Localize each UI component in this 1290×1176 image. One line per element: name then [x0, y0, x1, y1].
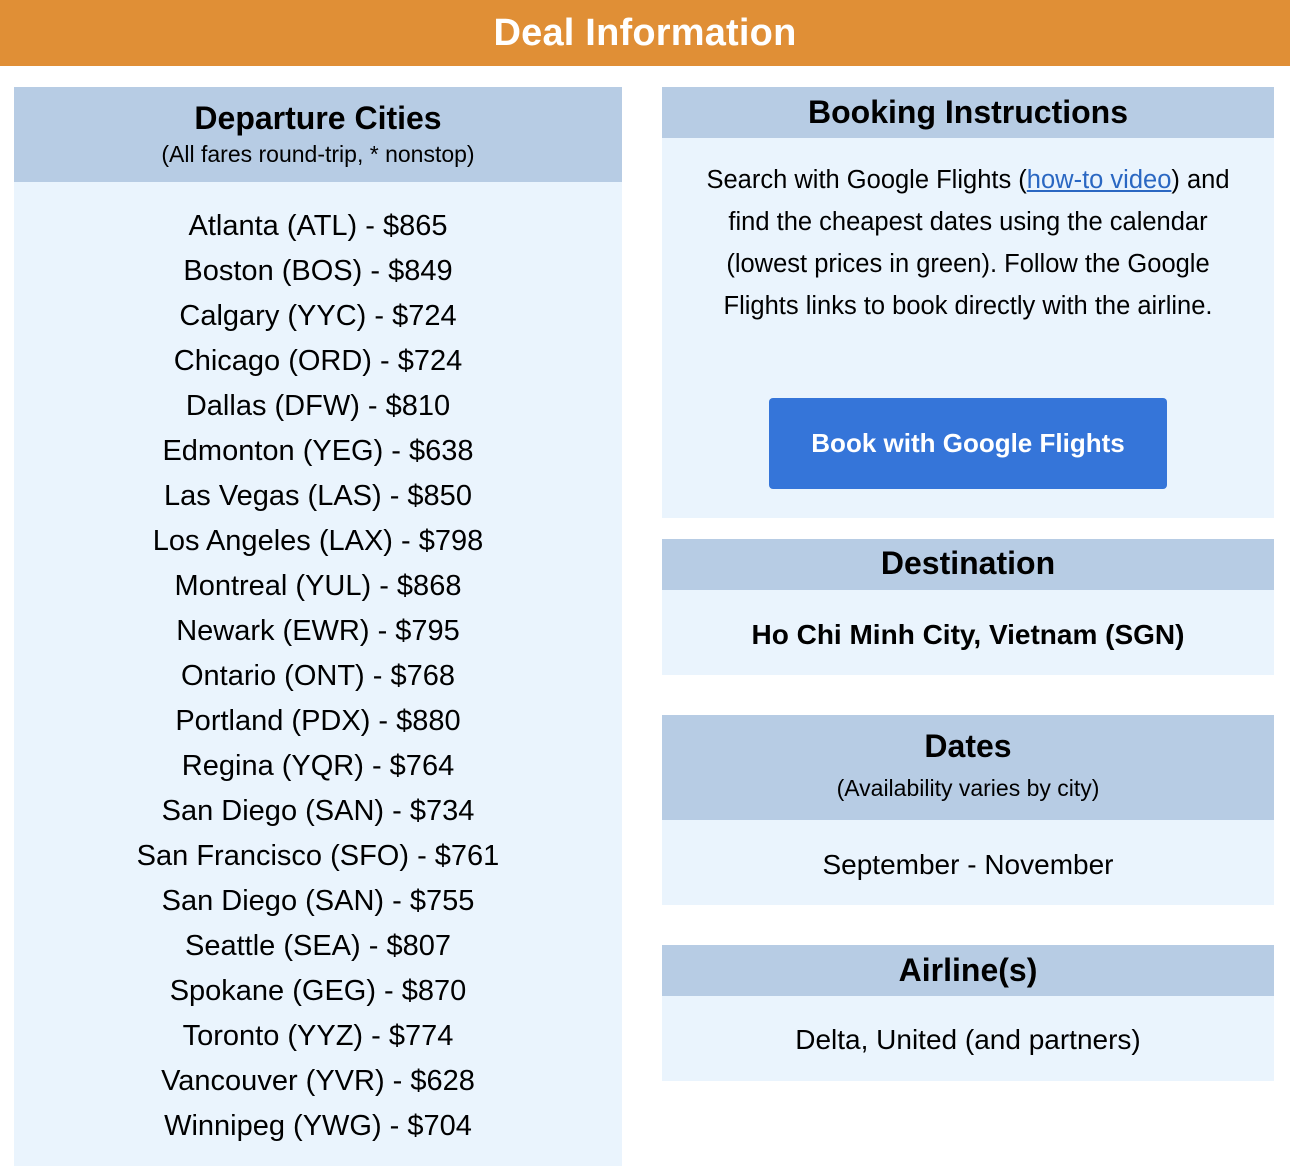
departure-city-list: [14, 182, 622, 1149]
dates-header: [662, 715, 1274, 820]
booking-text-after-link: ) and find the cheapest dates using the calendar (lowest prices in green). Follow the Google Flights links to book directly with the airline.: [723, 166, 1230, 320]
destination-header: [662, 539, 1274, 590]
deal-information-banner: [0, 0, 1290, 66]
departure-city-item: Boston (BOS) - $849: [183, 255, 453, 287]
departure-city-item: Seattle (SEA) - $807: [185, 930, 451, 962]
booking-text-before-link: Search with Google Flights (: [706, 166, 1027, 194]
departure-cities-header: [14, 87, 622, 182]
departure-city-item: Newark (EWR) - $795: [176, 615, 460, 647]
booking-instructions-header: [662, 87, 1274, 138]
departure-city-item: Winnipeg (YWG) - $704: [164, 1110, 472, 1142]
departure-city-item: San Diego (SAN) - $734: [161, 795, 475, 827]
departure-city-item: Edmonton (YEG) - $638: [162, 435, 474, 467]
departure-city-item: Regina (YQR) - $764: [181, 750, 455, 782]
dates-title: Dates: [924, 728, 1012, 764]
dates-panel: [662, 715, 1274, 905]
departure-city-item: Chicago (ORD) - $724: [173, 345, 463, 377]
destination-value: Ho Chi Minh City, Vietnam (SGN): [751, 619, 1185, 650]
departure-city-item: Vancouver (YVR) - $628: [161, 1065, 475, 1097]
dates-subtitle: (Availability varies by city): [836, 775, 1100, 801]
departure-city-item: Atlanta (ATL) - $865: [188, 210, 448, 242]
book-with-google-flights-button[interactable]: [769, 398, 1167, 489]
destination-title: Destination: [880, 545, 1056, 581]
booking-instructions-title: Booking Instructions: [808, 94, 1128, 130]
book-button-label: Book with Google Flights: [811, 428, 1125, 458]
banner-title: Deal Information: [493, 11, 797, 54]
departure-cities-title: Departure Cities: [194, 100, 442, 136]
departure-city-item: San Francisco (SFO) - $761: [136, 840, 500, 872]
departure-city-item: Montreal (YUL) - $868: [174, 570, 462, 602]
booking-instructions-panel: [662, 87, 1274, 518]
departure-cities-panel: [14, 87, 622, 1166]
booking-instructions-text: [662, 138, 1274, 327]
airlines-title: Airline(s): [898, 952, 1038, 988]
destination-panel: [662, 539, 1274, 675]
airlines-header: [662, 945, 1274, 996]
departure-city-item: Los Angeles (LAX) - $798: [152, 525, 484, 557]
airlines-panel: [662, 945, 1274, 1081]
dates-value: September - November: [822, 849, 1114, 880]
departure-city-item: Ontario (ONT) - $768: [181, 660, 455, 692]
departure-city-item: Dallas (DFW) - $810: [185, 390, 451, 422]
departure-city-item: Spokane (GEG) - $870: [169, 975, 467, 1007]
departure-city-item: San Diego (SAN) - $755: [161, 885, 475, 917]
how-to-video-link[interactable]: how-to video: [1026, 166, 1172, 194]
departure-city-item: Calgary (YYC) - $724: [179, 300, 457, 332]
departure-city-item: Portland (PDX) - $880: [175, 705, 461, 737]
airlines-value: Delta, United (and partners): [795, 1024, 1141, 1055]
departure-city-item: Toronto (YYZ) - $774: [182, 1020, 454, 1052]
departure-city-item: Las Vegas (LAS) - $850: [164, 480, 472, 512]
departure-cities-subtitle: (All fares round-trip, * nonstop): [161, 141, 475, 167]
